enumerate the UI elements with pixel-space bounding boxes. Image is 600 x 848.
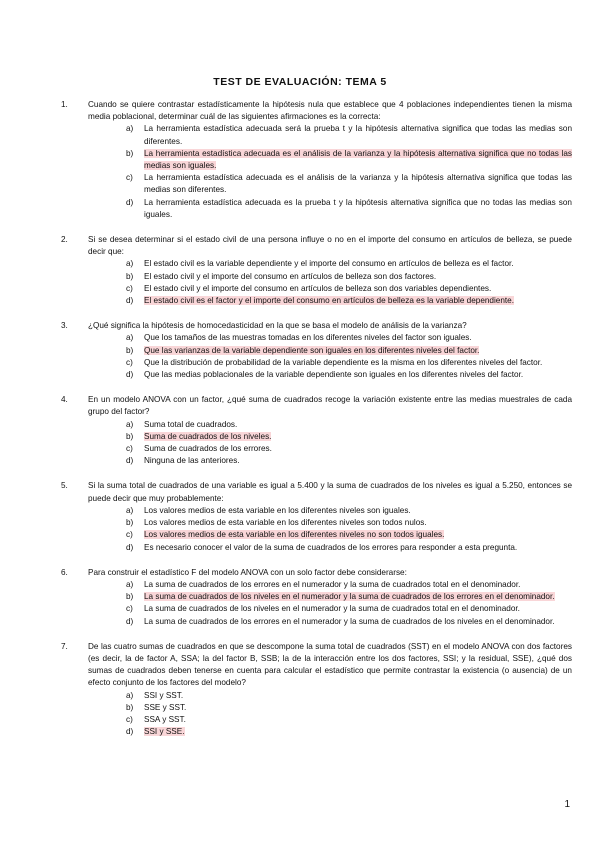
option-a (88, 123, 572, 147)
question-3 (61, 320, 572, 381)
option-letter: b) (126, 345, 134, 355)
option-b (88, 702, 572, 714)
option-list (88, 505, 572, 554)
option-d-correct (88, 726, 572, 738)
question-text: ¿Qué significa la hipótesis de homocedasticidad en la que se basa el modelo de análisis de la varianza? (88, 321, 467, 331)
option-text: SSI y SST. (144, 690, 184, 700)
option-a (88, 419, 572, 431)
option-a (88, 332, 572, 344)
option-text: La suma de cuadrados de los errores en el numerador y la suma de cuadrados total en el denominador. (144, 579, 521, 589)
option-text: Suma de cuadrados de los errores. (144, 444, 272, 454)
question-number: 7. (61, 641, 68, 651)
option-letter: a) (126, 505, 134, 515)
option-list (88, 332, 572, 381)
option-letter: d) (126, 616, 134, 626)
option-text: SSE y SST. (144, 702, 187, 712)
option-b-correct (88, 591, 572, 603)
question-number: 5. (61, 481, 68, 491)
option-text: Suma total de cuadrados. (144, 419, 238, 429)
option-letter: b) (126, 518, 134, 528)
option-text: El estado civil es la variable dependiente y el importe del consumo en artículos de belleza es el factor. (144, 259, 514, 269)
question-text: Cuando se quiere contrastar estadísticamente la hipótesis nula que establece que 4 poblaciones independientes tienen la misma media poblacional, determinar cuál de las siguientes afirmaciones es la correcta: (88, 100, 572, 122)
option-list (88, 579, 572, 628)
option-text: La suma de cuadrados de los niveles en el numerador y la suma de cuadrados total en el denominador. (144, 604, 520, 614)
question-number: 2. (61, 235, 68, 245)
option-c (88, 603, 572, 615)
option-letter: a) (126, 259, 134, 269)
question-2 (61, 234, 572, 307)
option-text: Que las varianzas de la variable dependiente son iguales en los diferentes niveles del factor. (144, 345, 480, 355)
option-letter: b) (126, 592, 134, 602)
question-text: Si la suma total de cuadrados de una variable es igual a 5.400 y la suma de cuadrados de los niveles es igual a 5.250, entonces se puede decir que muy probablemente: (88, 481, 572, 503)
option-letter: d) (126, 542, 134, 552)
option-a (88, 258, 572, 270)
question-number: 4. (61, 395, 68, 405)
option-c (88, 357, 572, 369)
option-letter: c) (126, 357, 133, 367)
option-text: La suma de cuadrados de los errores en el numerador y la suma de cuadrados de los niveles en el denominador. (144, 616, 555, 626)
option-b (88, 271, 572, 283)
option-text: Suma de cuadrados de los niveles. (144, 431, 272, 441)
option-letter: a) (126, 124, 134, 134)
option-d (88, 197, 572, 221)
question-1 (61, 99, 572, 221)
option-text: La herramienta estadística adecuada es el análisis de la varianza y la hipótesis alternativa significa que no todas las medias son iguales. (144, 148, 572, 171)
option-letter: b) (126, 148, 134, 158)
option-a (88, 579, 572, 591)
option-letter: c) (126, 714, 133, 724)
question-7 (61, 641, 572, 739)
option-b-correct (88, 148, 572, 172)
question-number: 6. (61, 567, 68, 577)
question-text: En un modelo ANOVA con un factor, ¿qué suma de cuadrados recoge la variación existente entre las medias muestrales de cada grupo del factor? (88, 395, 572, 417)
question-text: Para construir el estadístico F del modelo ANOVA con un solo factor debe considerarse: (88, 567, 407, 577)
question-list (61, 99, 572, 751)
question-5 (61, 480, 572, 553)
option-d (88, 369, 572, 381)
option-b-correct (88, 431, 572, 443)
option-d (88, 542, 572, 554)
option-letter: b) (126, 431, 134, 441)
option-b (88, 517, 572, 529)
question-number: 1. (61, 100, 68, 109)
option-d (88, 455, 572, 467)
option-a (88, 505, 572, 517)
option-text: SSI y SSE. (144, 727, 185, 737)
option-text: La herramienta estadística adecuada es el análisis de la varianza y la hipótesis alternativa significa que todas las medias son diferentes. (144, 173, 572, 195)
question-number: 3. (61, 321, 68, 331)
option-letter: a) (126, 333, 134, 343)
question-4 (61, 394, 572, 467)
option-letter: a) (126, 579, 134, 589)
option-d-correct (88, 295, 572, 307)
option-letter: b) (126, 702, 134, 712)
option-c (88, 283, 572, 295)
option-letter: d) (126, 370, 134, 380)
option-list (88, 690, 572, 739)
option-text: Que la distribución de probabilidad de la variable dependiente es la misma en los diferentes niveles del factor. (144, 357, 543, 367)
option-text: SSA y SST. (144, 714, 186, 724)
option-d (88, 616, 572, 628)
option-b-correct (88, 345, 572, 357)
option-text: Ninguna de las anteriores. (144, 456, 240, 466)
option-letter: c) (126, 604, 133, 614)
question-6 (61, 567, 572, 628)
option-c (88, 714, 572, 726)
option-c (88, 443, 572, 455)
page-title: TEST DE EVALUACIÓN: TEMA 5 (213, 76, 387, 88)
option-letter: d) (126, 456, 134, 466)
option-text: Los valores medios de esta variable en los diferentes niveles no son todos iguales. (144, 530, 445, 540)
option-text: La herramienta estadística adecuada será la prueba t y la hipótesis alternativa significa que todas las medias son diferentes. (144, 124, 572, 146)
page-number: 1 (564, 799, 570, 810)
option-letter: d) (126, 727, 134, 737)
option-text: Los valores medios de esta variable en los diferentes niveles son iguales. (144, 505, 411, 515)
option-letter: c) (126, 173, 133, 183)
option-c (88, 172, 572, 196)
option-text: Que los tamaños de las muestras tomadas en los diferentes niveles del factor son iguales. (144, 333, 472, 343)
question-text: De las cuatro sumas de cuadrados en que se descompone la suma total de cuadrados (SST) en el modelo ANOVA con dos factores (es decir, la de factor A, SSA; la del factor B, SSB; la de la interacción entre los dos factores, SSI; y la residual, SSE), ¿qué dos sumas de cuadrados deben tenerse en cuenta para calcular el estadístico que permite contrastar la existencia (o ausencia) de un efecto conjunto de los factores del modelo? (88, 641, 572, 688)
option-a (88, 690, 572, 702)
option-list (88, 258, 572, 307)
option-text: El estado civil y el importe del consumo en artículos de belleza son dos variables dependientes. (144, 283, 492, 293)
option-text: La suma de cuadrados de los niveles en el numerador y la suma de cuadrados de los errores en el denominador. (144, 592, 555, 602)
option-letter: c) (126, 444, 133, 454)
option-letter: d) (126, 197, 134, 207)
option-letter: c) (126, 530, 133, 540)
option-letter: c) (126, 283, 133, 293)
option-c-correct (88, 529, 572, 541)
option-text: El estado civil es el factor y el importe del consumo en artículos de belleza es la variable dependiente. (144, 296, 515, 306)
option-text: Que las medias poblacionales de la variable dependiente son iguales en los diferentes niveles del factor. (144, 370, 524, 380)
option-list (88, 123, 572, 221)
option-letter: d) (126, 296, 134, 306)
question-text: Si se desea determinar si el estado civil de una persona influye o no en el importe del consumo en artículos de belleza, se puede decir que: (88, 235, 572, 257)
option-text: Es necesario conocer el valor de la suma de cuadrados de los errores para responder a esta pregunta. (144, 542, 518, 552)
option-text: El estado civil y el importe del consumo en artículos de belleza son dos factores. (144, 271, 437, 281)
option-letter: a) (126, 690, 134, 700)
option-text: Los valores medios de esta variable en los diferentes niveles son todos nulos. (144, 518, 427, 528)
option-letter: b) (126, 271, 134, 281)
option-list (88, 419, 572, 468)
option-text: La herramienta estadística adecuada es la prueba t y la hipótesis alternativa significa que no todas las medias son iguales. (144, 197, 572, 219)
option-letter: a) (126, 419, 134, 429)
